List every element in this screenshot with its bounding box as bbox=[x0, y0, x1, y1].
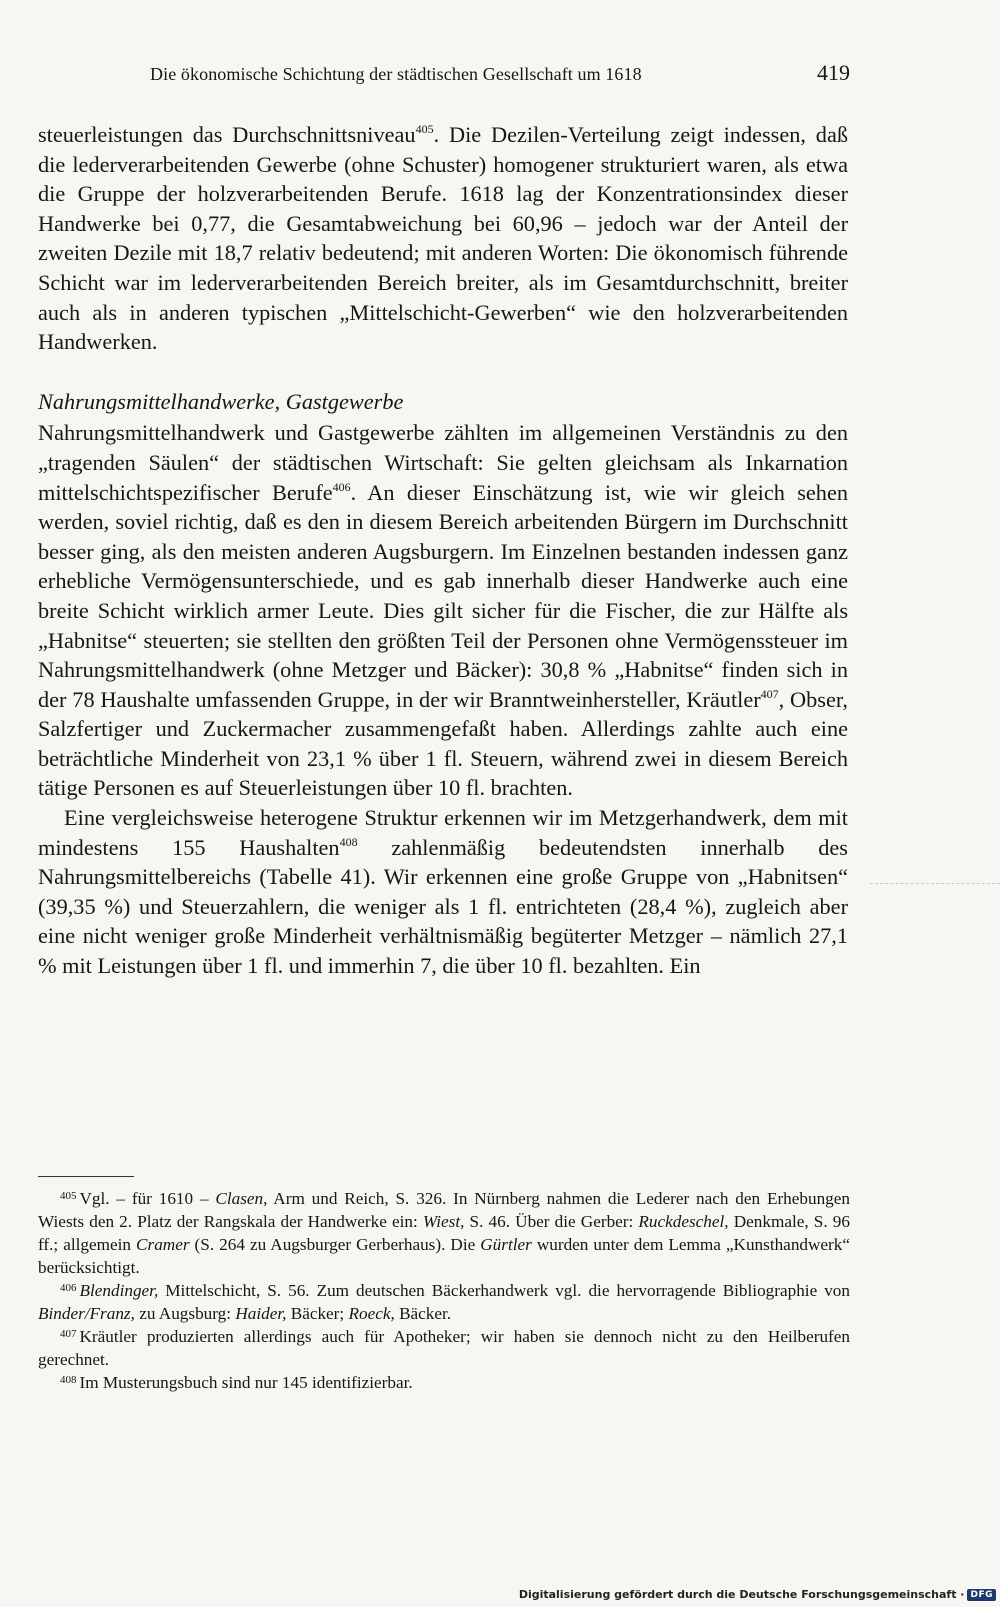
p3-text-b: zahlenmäßig bedeutendsten innerhalb des Nahrungsmittelbereichs (Tabelle 41). Wir erkennen eine große Gruppe von „Habnitsen“ (39,35 %) und Steuerzahlern, die weniger als 1 fl. entrichteten (28,4 %), zugleich aber eine nicht weniger große Minderheit verhältnismäßig begüterter Metzger – nämlich 27,1 % mit Leistungen über 1 fl. und immerhin 7, die über 10 fl. bezahlten. Ein bbox=[38, 834, 848, 979]
footnote-text: wurden unter dem Lemma „Kunsthandwerk“ berücksichtigt. bbox=[38, 1235, 850, 1277]
footnotes bbox=[38, 1187, 850, 1394]
footnote-405 bbox=[38, 1187, 850, 1279]
footnote-text: Bäcker; bbox=[286, 1304, 349, 1323]
footnote-author: Cramer bbox=[136, 1235, 190, 1254]
footnote-ref-405[interactable]: 405 bbox=[415, 122, 434, 136]
credit-text: Digitalisierung gefördert durch die Deutsche Forschungsgemeinschaft · bbox=[518, 1588, 965, 1601]
footnote-ref-407[interactable]: 407 bbox=[760, 686, 779, 701]
footnote-406 bbox=[38, 1279, 850, 1325]
p2-text-c: , Obser, Salzfertiger und Zuckermacher zusammengefaßt haben. Allerdings zahlte auch eine beträchtliche Minderheit von 23,1 % über 1 fl. Steuern, während zwei in diesem Bereich tätige Personen es auf Steuerleistungen über 10 fl. brachten. bbox=[38, 686, 848, 801]
p3-text-a: Eine vergleichsweise heterogene Struktur erkennen wir im Metzgerhandwerk, dem mit mindestens 155 Haushalten bbox=[38, 805, 848, 860]
paragraph-2 bbox=[38, 418, 848, 803]
footnote-author: Clasen, bbox=[215, 1189, 268, 1208]
footnote-author: Roeck, bbox=[348, 1304, 395, 1323]
footnote-number: 405 bbox=[60, 1190, 77, 1202]
footnote-text: Denkmale, S. 96 ff.; allgemein bbox=[38, 1212, 850, 1254]
digitization-credit bbox=[519, 1588, 996, 1601]
page-number: 419 bbox=[817, 60, 850, 85]
footnote-author: Ruckdeschel, bbox=[638, 1212, 729, 1231]
p2-text-b: . An dieser Einschätzung ist, wie wir gleich sehen werden, soviel richtig, daß es den in diesem Bereich arbeitenden Bürgern im Durchschnitt besser ging, als den meisten anderen Augsburgern. Im Einzelnen bestanden indessen ganz erhebliche Vermögensunterschiede, und es gab innerhalb dieser Handwerke auch eine breite Schicht wirklich armer Leute. Dies gilt sicher für die Fischer, die zur Hälfte als „Habnitse“ steuerten; sie stellten den größten Teil der Personen ohne Vermögenssteuer im Nahrungsmittelhandwerk (ohne Metzger und Bäcker): 30,8 % „Habnitse“ finden sich in der 78 Haushalte umfassenden Gruppe, in der wir Branntweinhersteller, Kräutler bbox=[38, 479, 848, 712]
footnote-divider bbox=[38, 1176, 134, 1177]
footnote-text: Vgl. – für 1610 – bbox=[79, 1189, 216, 1208]
footnote-number: 407 bbox=[60, 1328, 77, 1340]
footnote-text: Kräutler produzierten allerdings auch für Apotheker; wir haben sie dennoch nicht zu den Heilberufen gerechnet. bbox=[38, 1327, 850, 1369]
footnote-number: 406 bbox=[60, 1282, 77, 1294]
footnote-text: S. 46. Über die Gerber: bbox=[464, 1212, 639, 1231]
footnote-text: Im Musterungsbuch sind nur 145 identifizierbar. bbox=[79, 1373, 413, 1392]
footnote-text: zu Augsburg: bbox=[134, 1304, 236, 1323]
footnote-ref-406[interactable]: 406 bbox=[332, 479, 351, 494]
main-text bbox=[38, 120, 848, 981]
p1-text-b: . Die Dezilen-Verteilung zeigt indessen, daß die lederverarbeitenden Gewerbe (ohne Schuster) homogener strukturiert waren, als etwa die Gruppe der holzverarbeitenden Berufe. 1618 lag der Konzentrationsindex dieser Handwerke bei 0,77, die Gesamtabweichung bei 60,96 – jedoch war der Anteil der zweiten Dezile mit 18,7 relativ bedeutend; mit anderen Worten: Die ökonomisch führende Schicht war im lederverarbeitenden Bereich breiter, als im Gesamtdurchschnitt, breiter auch als in anderen typischen „Mittelschicht-Gewerben“ wie den holzverarbeitenden Handwerken. bbox=[38, 122, 848, 355]
footnote-407 bbox=[38, 1325, 850, 1371]
scan-artifact-line bbox=[870, 883, 1000, 884]
footnote-author: Binder/Franz, bbox=[38, 1304, 135, 1323]
footnote-text: Mittelschicht, S. 56. Zum deutschen Bäckerhandwerk vgl. die hervorragende Bibliographie von bbox=[158, 1281, 850, 1300]
paragraph-3 bbox=[38, 803, 848, 981]
footnote-author: Blendinger, bbox=[79, 1281, 159, 1300]
dfg-logo-icon: DFG bbox=[967, 1589, 996, 1601]
paragraph-1 bbox=[38, 120, 848, 357]
footnote-author: Haider, bbox=[235, 1304, 287, 1323]
footnote-author: Gürtler bbox=[480, 1235, 532, 1254]
footnote-408 bbox=[38, 1371, 850, 1394]
running-title: Die ökonomische Schichtung der städtischen Gesellschaft um 1618 bbox=[150, 64, 642, 84]
footnote-ref-408[interactable]: 408 bbox=[339, 834, 358, 849]
footnote-text: Arm und Reich, S. 326. In Nürnberg nahmen die Lederer nach den Erhebungen Wiests den 2. Platz der Rangskala der Handwerke ein: bbox=[38, 1189, 850, 1231]
footnote-text: Bäcker. bbox=[394, 1304, 452, 1323]
p2-text-a: Nahrungsmittelhandwerk und Gastgewerbe zählten im allgemeinen Verständnis zu den „tragenden Säulen“ der städtischen Wirtschaft: Sie gelten gleichsam als Inkarnation mittelschichtspezifischer Berufe bbox=[38, 420, 848, 505]
section-heading: Nahrungsmittelhandwerke, Gastgewerbe bbox=[38, 388, 404, 414]
p1-text-a: steuerleistungen das Durchschnittsniveau bbox=[38, 122, 416, 147]
footnote-number: 408 bbox=[60, 1374, 77, 1386]
footnote-text: (S. 264 zu Augsburger Gerberhaus). Die bbox=[189, 1235, 481, 1254]
footnote-author: Wiest, bbox=[422, 1212, 465, 1231]
